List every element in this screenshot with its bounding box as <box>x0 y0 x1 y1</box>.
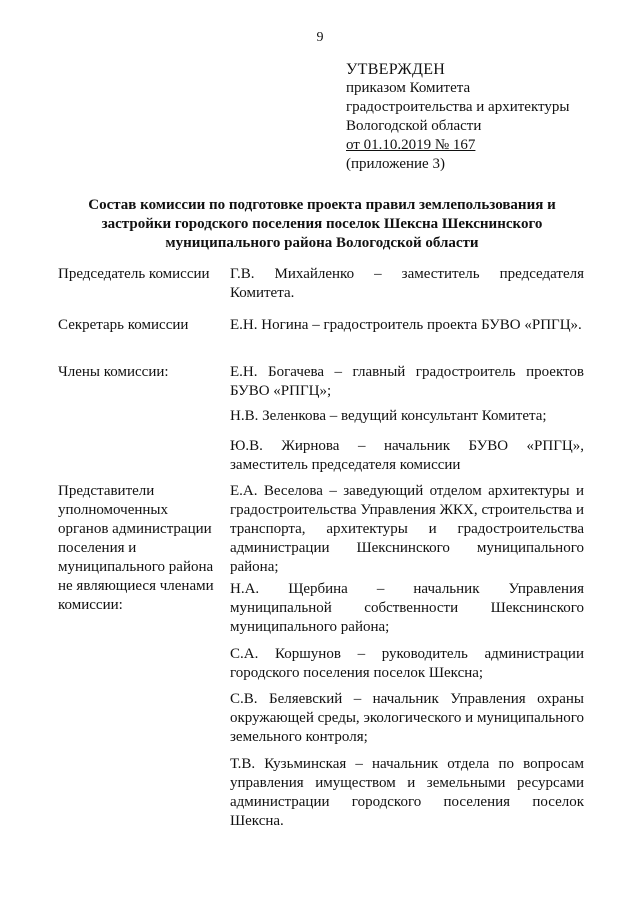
approval-heading: УТВЕРЖДЕН <box>346 61 446 78</box>
members-label: Члены комиссии: <box>58 364 169 380</box>
secretary-label: Секретарь комиссии <box>58 317 189 333</box>
document-title <box>58 196 586 253</box>
order-reference: от 01.10.2019 № 167 <box>346 137 476 153</box>
approval-line: Вологодской области <box>346 118 482 134</box>
title-line: застройки городского поселения поселок Шексна Шекснинского <box>101 216 543 232</box>
approval-line: градостроительства и архитектуры <box>346 99 570 115</box>
approval-stamp <box>346 60 569 174</box>
title-line: муниципального района Вологодской области <box>165 235 479 251</box>
page-number: 9 <box>316 30 324 45</box>
chair-label: Председатель комиссии <box>58 266 210 282</box>
title-line: Состав комиссии по подготовке проекта правил землепользования и <box>88 197 556 213</box>
chair-text: Г.В. Михайленко – заместитель председателя Комитета. <box>230 266 584 301</box>
approval-line: приказом Комитета <box>346 80 471 96</box>
appendix-note: (приложение 3) <box>346 156 445 172</box>
secretary-text: Е.Н. Ногина – градостроитель проекта БУВО «РПГЦ». <box>230 317 582 333</box>
